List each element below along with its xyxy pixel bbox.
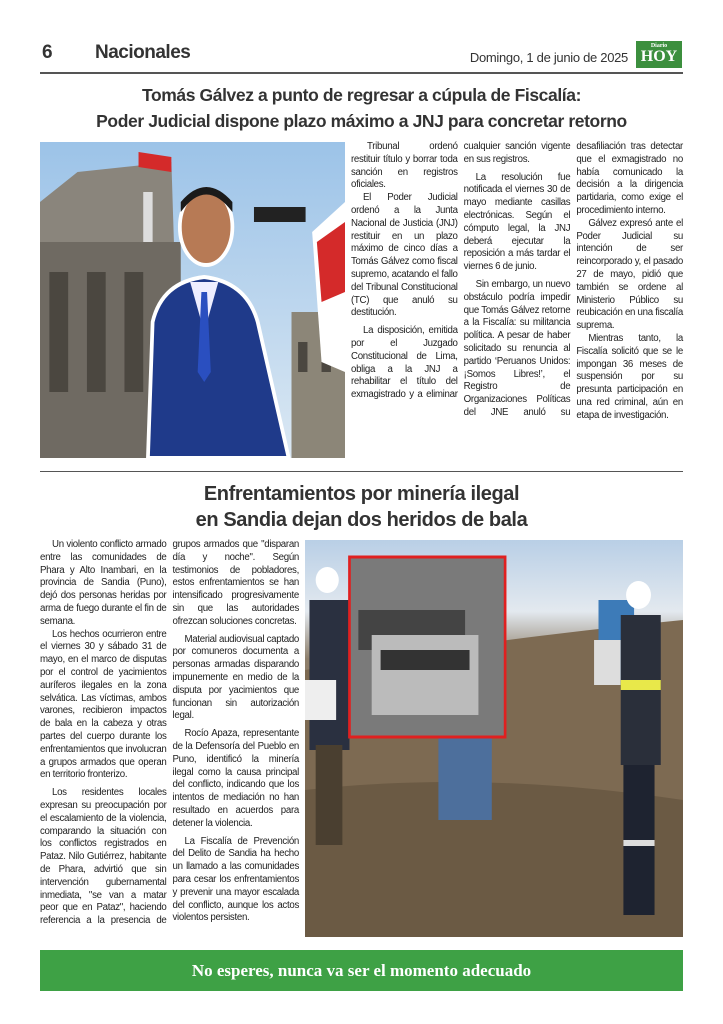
logo-main-text: HOY [640, 48, 678, 65]
article2-body [40, 539, 299, 928]
headline-line: en Sandia dejan dos heridos de bala [195, 509, 528, 531]
article2-paragraph: Un violento conflicto armado entre las comunidades de Phara y Alto Inambari, en la provincia de Sandia (Puno), dejó dos personas heridas por arma de fuego durante el fin de semana. [40, 539, 167, 627]
article1-headline [40, 82, 683, 134]
article1-paragraph: La resolución fue notificada el viernes 30 de mayo mediante casillas electrónicas. Según el cómputo legal, la JNJ deberá ejecutar la reposición a más tardar el viernes 6 de junio. [463, 171, 571, 273]
article1-paragraph: Sin embargo, un nuevo obstáculo podría impedir que Tomás Gálvez retorne a la Fiscalía: su militancia política. A pesar de haber solicitado su renuncia al partido ‘Peruanos Unidos: ¡Somos Libres!’, el Registro de Organizaciones Políticas del JNE anuló su desafiliación tras detectar que el exmagistrado no había comunicado la decisión a la dirigencia partidaria, como exige el procedimiento interno. [463, 141, 683, 418]
slogan-banner: No esperes, nunca va ser el momento adecuado [40, 950, 683, 991]
headline-line: Tomás Gálvez a punto de regresar a cúpula de Fiscalía: [141, 85, 582, 105]
article1-paragraph: La disposición, emitida por el Juzgado Constitucional de Lima, obliga a la JNJ a rehabilitar el título del exmagistrado y a eliminar cualquier sanción vigente en sus registros. [351, 141, 571, 401]
article-divider [40, 471, 683, 472]
official-portrait-illustration [40, 142, 345, 458]
article2-paragraph: La Fiscalía de Prevención del Delito de Sandia ha hecho un llamado a las comunidades para cesar los enfrentamientos y prevenir una mayor escalada del conflicto, aunque los actos violentos persisten. [172, 835, 299, 924]
article1-paragraph: El Poder Judicial ordenó a la Junta Nacional de Justicia (JNJ) restituir en un plazo máximo de cinco días a Tomás Gálvez como fiscal supremo, acatando el fallo del Tribunal Constitucional (TC) que anuló su destitución. [351, 192, 458, 319]
headline-line: Poder Judicial dispone plazo máximo a JNJ para concretar retorno [96, 111, 627, 131]
article2-paragraph: Material audiovisual captado por comuneros documenta a personas armadas disparando impunemente en medio de la disputa por yacimientos que funcionan sin autorización legal. [172, 633, 299, 722]
article1-lead: Tribunal ordenó restituir título y borrar toda sanción en registros oficiales. [351, 141, 458, 191]
article2-paragraph: Rocío Apaza, representante de la Defensoría del Pueblo en Puno, identificó la minería ilegal como la causa principal del conflicto, indicando que los intentos de mediación no han resultado en acuerdos para detener la violencia. [172, 728, 299, 829]
logo-small-text: Diario [650, 43, 668, 49]
article2-photo [305, 540, 683, 937]
article1-photo [40, 142, 345, 458]
headline-line: Enfrentamientos por minería ilegal [203, 483, 520, 505]
article2-paragraph: Los hechos ocurrieron entre el viernes 30 y sábado 31 de mayo, en el marco de disputas por el control de yacimientos auríferos ilegales en la zona selvática. Las víctimas, ambos varones, recibieron impactos de bala en la cabeza y otras partes del cuerpo durante los enfrentamientos que involucran a grupos armados que operan en territorio fronterizo. [40, 628, 167, 781]
article1-paragraph: Mientras tanto, la Fiscalía solicitó que se le impongan 36 meses de suspensión por su presunta participación en una red criminal, aún en etapa de investigación. [576, 332, 683, 421]
article1-paragraph: Gálvez expresó ante el Poder Judicial su intención de ser reincorporado y, el pasado 27 de mayo, pidió que también se ordene al Ministerio Público su reubicación en una fiscalía suprema. [576, 217, 683, 332]
article1-body [351, 141, 683, 423]
newspaper-logo [636, 41, 682, 68]
article2-headline [40, 481, 683, 533]
page-number: 6 [42, 42, 53, 63]
mining-site-illustration [305, 540, 683, 937]
section-title: Nacionales [95, 42, 191, 63]
article2-paragraph: Los residentes locales expresan su preocupación por el escalamiento de la violencia, comparando la situación con los conflictos registrados en Pataz. Nilo Gutiérrez, habitante de Phara, advirtió que sin intervención gubernamental inmediata, "se van a matar peor que en Pataz", haciendo referencia a la presencia de grupos armados que "disparan día y noche". Según testimonios de pobladores, estos enfrentamientos se han intensificado progresivamente sin que las autoridades ofrezcan soluciones concretas. [40, 539, 299, 927]
issue-date: Domingo, 1 de junio de 2025 [469, 50, 628, 65]
header-rule [40, 72, 683, 74]
inset-photo [349, 557, 505, 737]
